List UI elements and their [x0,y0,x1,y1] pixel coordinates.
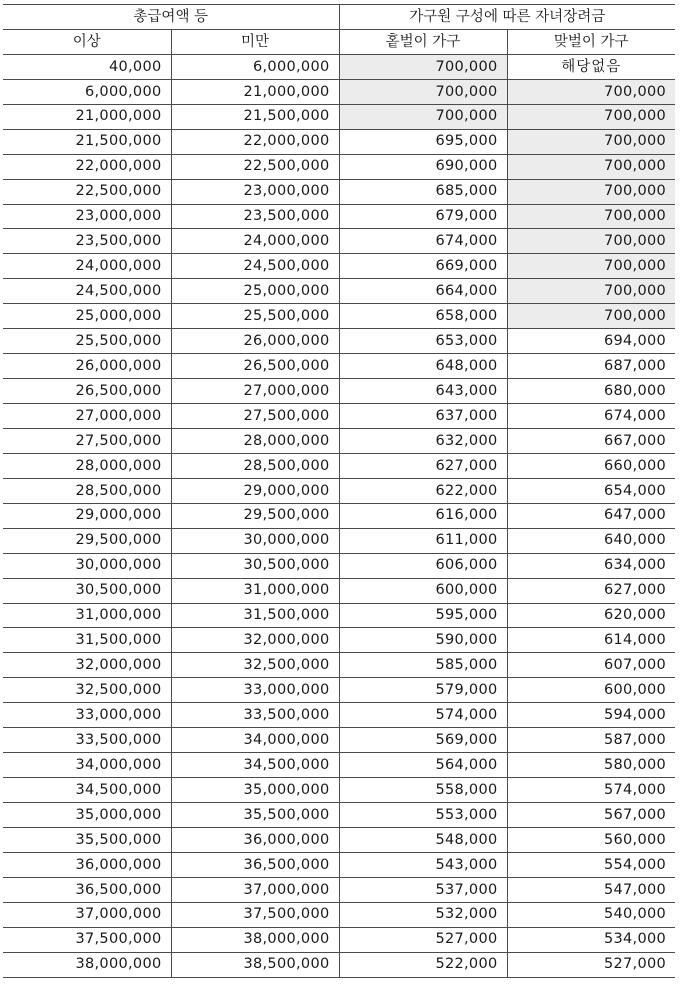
table-row [3,827,675,852]
dual-earner-amount-cell: 694,000 [507,329,675,354]
table-row [3,329,675,354]
min-income-cell: 29,000,000 [3,503,171,528]
dual-earner-amount-cell: 700,000 [507,129,675,154]
min-income-cell: 30,000,000 [3,553,171,578]
single-earner-amount-cell: 637,000 [339,404,507,429]
single-earner-amount-cell: 606,000 [339,553,507,578]
min-income-cell: 28,500,000 [3,478,171,503]
dual-earner-amount-cell: 540,000 [507,902,675,927]
table-row [3,254,675,279]
min-income-cell: 37,500,000 [3,927,171,952]
dual-earner-amount-cell: 634,000 [507,553,675,578]
single-earner-amount-cell: 679,000 [339,204,507,229]
max-income-cell: 35,000,000 [171,778,339,803]
table-row [3,753,675,778]
dual-earner-amount-cell: 547,000 [507,877,675,902]
max-income-cell: 28,500,000 [171,453,339,478]
min-income-cell: 34,500,000 [3,778,171,803]
single-earner-amount-cell: 548,000 [339,827,507,852]
single-earner-amount-cell: 537,000 [339,877,507,902]
max-income-cell: 24,000,000 [171,229,339,254]
max-income-cell: 25,500,000 [171,304,339,329]
max-income-cell: 21,500,000 [171,104,339,129]
dual-earner-amount-cell: 560,000 [507,827,675,852]
table-row [3,578,675,603]
dual-earner-amount-cell: 700,000 [507,229,675,254]
dual-earner-amount-cell: 580,000 [507,753,675,778]
table-row [3,79,675,104]
table-row [3,478,675,503]
min-income-cell: 38,000,000 [3,952,171,977]
max-income-cell: 37,000,000 [171,877,339,902]
dual-earner-amount-cell: 640,000 [507,528,675,553]
single-earner-amount-cell: 600,000 [339,578,507,603]
table-header [3,5,675,55]
dual-earner-amount-cell: 567,000 [507,803,675,828]
table-row [3,528,675,553]
min-income-cell: 22,000,000 [3,154,171,179]
dual-earner-column-header: 맞벌이 가구 [507,29,675,54]
max-income-cell: 25,000,000 [171,279,339,304]
min-income-cell: 36,500,000 [3,877,171,902]
single-earner-amount-cell: 690,000 [339,154,507,179]
single-earner-amount-cell: 669,000 [339,254,507,279]
dual-earner-amount-cell: 660,000 [507,453,675,478]
dual-earner-amount-cell: 620,000 [507,603,675,628]
single-earner-amount-cell: 543,000 [339,852,507,877]
max-income-cell: 22,500,000 [171,154,339,179]
table-row [3,154,675,179]
min-income-cell: 26,500,000 [3,379,171,404]
min-income-cell: 35,500,000 [3,827,171,852]
table-row [3,952,675,977]
min-income-cell: 27,000,000 [3,404,171,429]
table-row [3,603,675,628]
table-row [3,877,675,902]
max-income-cell: 30,500,000 [171,553,339,578]
table-row [3,927,675,952]
table-row [3,728,675,753]
table-row [3,778,675,803]
table-row [3,104,675,129]
max-income-cell: 6,000,000 [171,54,339,79]
income-group-header: 총급여액 등 [3,5,339,30]
table-row [3,852,675,877]
max-income-cell: 27,500,000 [171,404,339,429]
min-income-cell: 26,000,000 [3,354,171,379]
max-income-cell: 21,000,000 [171,79,339,104]
dual-earner-amount-cell: 700,000 [507,304,675,329]
dual-earner-amount-cell: 700,000 [507,179,675,204]
min-income-cell: 35,000,000 [3,803,171,828]
max-income-cell: 37,500,000 [171,902,339,927]
min-income-cell: 37,000,000 [3,902,171,927]
single-earner-amount-cell: 558,000 [339,778,507,803]
max-income-cell: 32,000,000 [171,628,339,653]
dual-earner-amount-cell: 654,000 [507,478,675,503]
min-income-cell: 25,500,000 [3,329,171,354]
min-income-cell: 32,500,000 [3,678,171,703]
single-earner-amount-cell: 611,000 [339,528,507,553]
dual-earner-amount-cell: 647,000 [507,503,675,528]
max-income-cell: 38,500,000 [171,952,339,977]
single-earner-amount-cell: 632,000 [339,428,507,453]
max-income-cell: 30,000,000 [171,528,339,553]
single-earner-amount-cell: 553,000 [339,803,507,828]
table-row [3,503,675,528]
dual-earner-amount-cell: 614,000 [507,628,675,653]
dual-earner-amount-cell: 700,000 [507,79,675,104]
header-row-columns [3,29,675,54]
min-income-cell: 23,500,000 [3,229,171,254]
single-earner-amount-cell: 700,000 [339,79,507,104]
table-row [3,428,675,453]
table-body [3,54,675,977]
single-earner-amount-cell: 695,000 [339,129,507,154]
single-earner-column-header: 홑벌이 가구 [339,29,507,54]
max-income-cell: 31,000,000 [171,578,339,603]
max-income-cell: 29,000,000 [171,478,339,503]
dual-earner-amount-cell: 554,000 [507,852,675,877]
max-income-cell: 26,500,000 [171,354,339,379]
table-row [3,703,675,728]
min-income-cell: 22,500,000 [3,179,171,204]
min-income-cell: 21,000,000 [3,104,171,129]
dual-earner-amount-cell: 700,000 [507,254,675,279]
min-column-header: 이상 [3,29,171,54]
max-income-cell: 35,500,000 [171,803,339,828]
max-income-cell: 26,000,000 [171,329,339,354]
table-row [3,229,675,254]
min-income-cell: 30,500,000 [3,578,171,603]
table-row [3,453,675,478]
min-income-cell: 29,500,000 [3,528,171,553]
table-row [3,204,675,229]
single-earner-amount-cell: 653,000 [339,329,507,354]
min-income-cell: 27,500,000 [3,428,171,453]
min-income-cell: 21,500,000 [3,129,171,154]
table-row [3,628,675,653]
max-income-cell: 33,500,000 [171,703,339,728]
single-earner-amount-cell: 627,000 [339,453,507,478]
dual-earner-amount-cell: 527,000 [507,952,675,977]
dual-earner-amount-cell: 574,000 [507,778,675,803]
single-earner-amount-cell: 595,000 [339,603,507,628]
table-row [3,54,675,79]
max-income-cell: 32,500,000 [171,653,339,678]
table-row [3,404,675,429]
max-income-cell: 28,000,000 [171,428,339,453]
dual-earner-amount-cell: 600,000 [507,678,675,703]
single-earner-amount-cell: 700,000 [339,54,507,79]
max-income-cell: 31,500,000 [171,603,339,628]
max-income-cell: 36,000,000 [171,827,339,852]
single-earner-amount-cell: 574,000 [339,703,507,728]
single-earner-amount-cell: 685,000 [339,179,507,204]
min-income-cell: 36,000,000 [3,852,171,877]
min-income-cell: 24,500,000 [3,279,171,304]
single-earner-amount-cell: 527,000 [339,927,507,952]
min-income-cell: 33,500,000 [3,728,171,753]
max-column-header: 미만 [171,29,339,54]
table-row [3,902,675,927]
dual-earner-amount-cell: 674,000 [507,404,675,429]
max-income-cell: 36,500,000 [171,852,339,877]
single-earner-amount-cell: 590,000 [339,628,507,653]
dual-earner-amount-cell: 594,000 [507,703,675,728]
single-earner-amount-cell: 658,000 [339,304,507,329]
single-earner-amount-cell: 616,000 [339,503,507,528]
household-group-header: 가구원 구성에 따른 자녀장려금 [339,5,675,30]
dual-earner-amount-cell: 700,000 [507,204,675,229]
max-income-cell: 38,000,000 [171,927,339,952]
min-income-cell: 28,000,000 [3,453,171,478]
dual-earner-amount-cell: 607,000 [507,653,675,678]
max-income-cell: 27,000,000 [171,379,339,404]
single-earner-amount-cell: 522,000 [339,952,507,977]
max-income-cell: 23,500,000 [171,204,339,229]
min-income-cell: 34,000,000 [3,753,171,778]
dual-earner-amount-cell: 680,000 [507,379,675,404]
min-income-cell: 31,000,000 [3,603,171,628]
single-earner-amount-cell: 700,000 [339,104,507,129]
max-income-cell: 33,000,000 [171,678,339,703]
dual-earner-amount-cell: 587,000 [507,728,675,753]
table-row [3,379,675,404]
max-income-cell: 24,500,000 [171,254,339,279]
max-income-cell: 29,500,000 [171,503,339,528]
min-income-cell: 24,000,000 [3,254,171,279]
min-income-cell: 32,000,000 [3,653,171,678]
dual-earner-amount-cell: 687,000 [507,354,675,379]
dual-earner-amount-cell: 627,000 [507,578,675,603]
dual-earner-amount-cell: 667,000 [507,428,675,453]
table-row [3,354,675,379]
min-income-cell: 6,000,000 [3,79,171,104]
dual-earner-amount-cell: 534,000 [507,927,675,952]
min-income-cell: 33,000,000 [3,703,171,728]
max-income-cell: 34,500,000 [171,753,339,778]
table-row [3,129,675,154]
single-earner-amount-cell: 564,000 [339,753,507,778]
dual-earner-amount-cell: 700,000 [507,279,675,304]
header-row-groups [3,5,675,30]
single-earner-amount-cell: 585,000 [339,653,507,678]
dual-earner-amount-cell: 700,000 [507,104,675,129]
max-income-cell: 23,000,000 [171,179,339,204]
max-income-cell: 22,000,000 [171,129,339,154]
single-earner-amount-cell: 648,000 [339,354,507,379]
table-row [3,304,675,329]
table-row [3,279,675,304]
min-income-cell: 31,500,000 [3,628,171,653]
single-earner-amount-cell: 674,000 [339,229,507,254]
dual-earner-amount-cell: 700,000 [507,154,675,179]
table-row [3,553,675,578]
table-row [3,179,675,204]
min-income-cell: 23,000,000 [3,204,171,229]
single-earner-amount-cell: 532,000 [339,902,507,927]
child-incentive-table [3,4,675,978]
single-earner-amount-cell: 569,000 [339,728,507,753]
table-row [3,678,675,703]
single-earner-amount-cell: 664,000 [339,279,507,304]
min-income-cell: 25,000,000 [3,304,171,329]
dual-earner-amount-cell: 해당없음 [507,54,675,79]
min-income-cell: 40,000 [3,54,171,79]
benefit-table-container [3,4,675,978]
max-income-cell: 34,000,000 [171,728,339,753]
single-earner-amount-cell: 643,000 [339,379,507,404]
table-row [3,653,675,678]
table-row [3,803,675,828]
single-earner-amount-cell: 622,000 [339,478,507,503]
single-earner-amount-cell: 579,000 [339,678,507,703]
